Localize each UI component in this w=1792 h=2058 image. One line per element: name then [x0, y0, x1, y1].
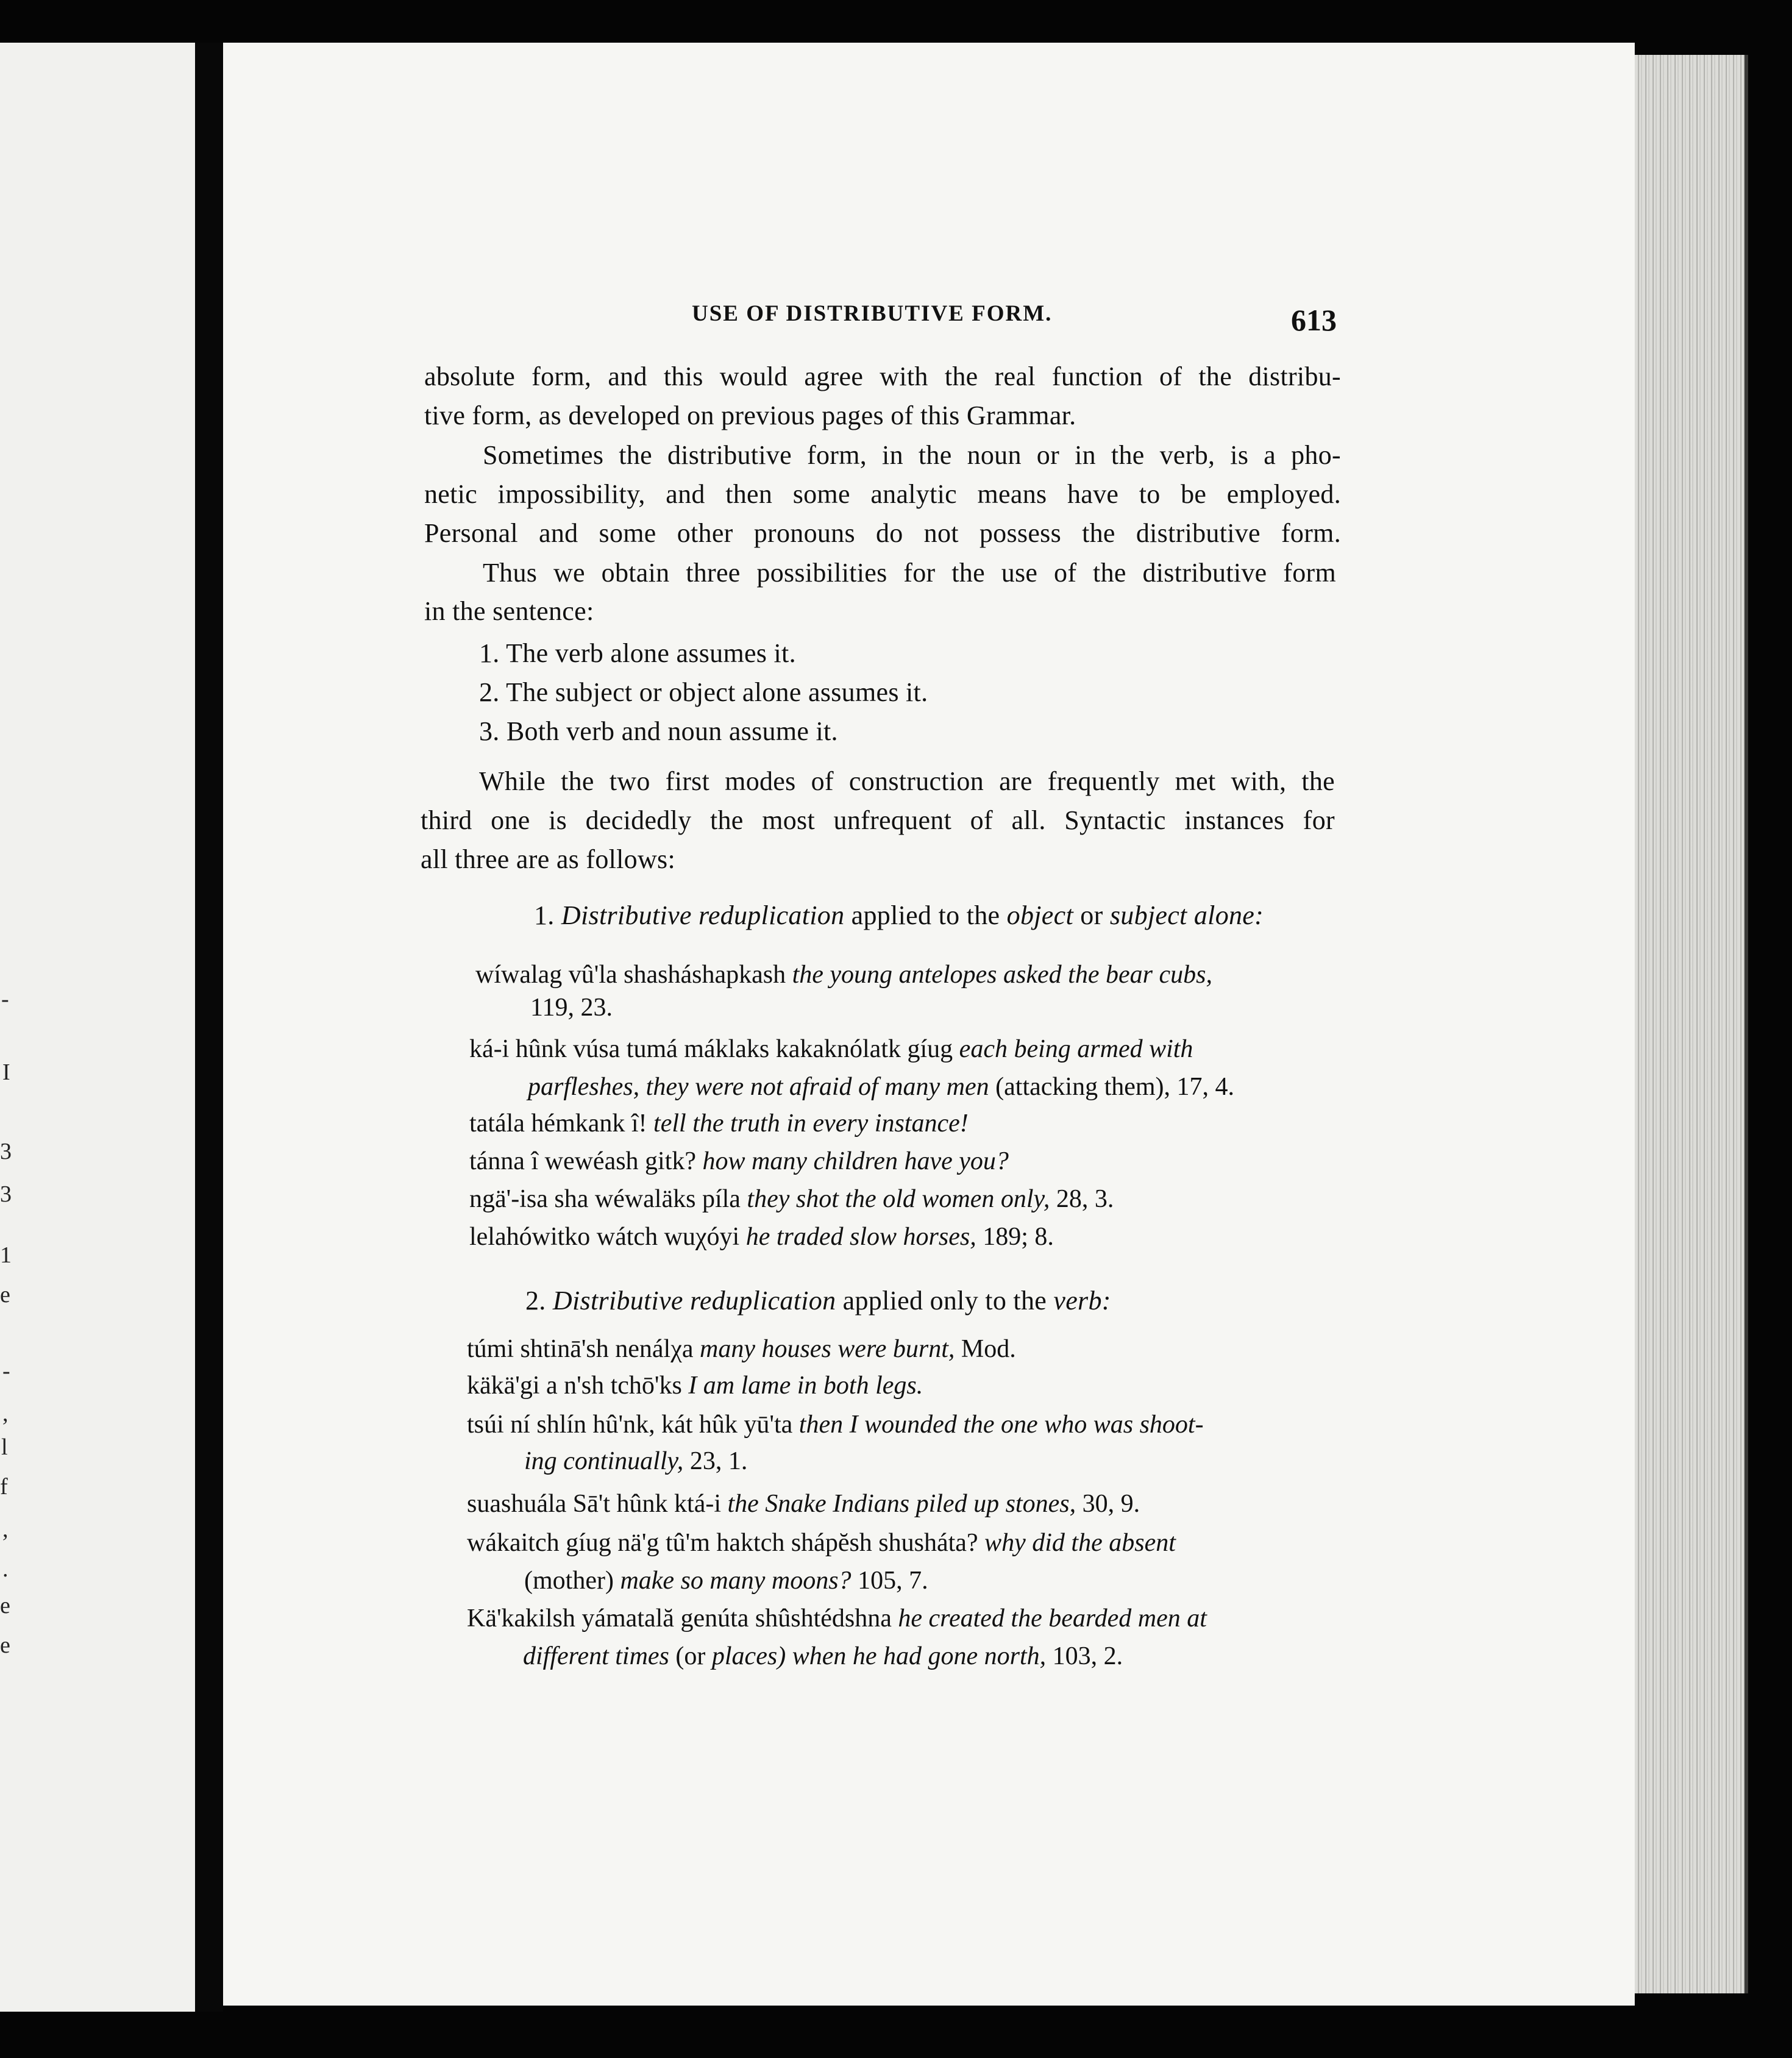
body-line: Personal and some other pronouns do not possess the distributive form. — [424, 518, 1341, 548]
klamath-text: tánna î wewéash gitk? — [469, 1147, 703, 1175]
reference: 28, 3. — [1050, 1185, 1114, 1213]
margin-glyph: f — [0, 1474, 8, 1500]
heading-term: verb: — [1053, 1286, 1111, 1316]
body-line: all three are as follows: — [421, 844, 676, 874]
section-heading — [525, 1287, 1111, 1314]
list-item: 3. Both verb and noun assume it. — [479, 716, 838, 746]
gloss-text: each being armed with — [959, 1035, 1193, 1063]
example-line — [469, 1186, 1114, 1212]
gloss-text: different times — [523, 1642, 669, 1670]
reference: 105, 7. — [851, 1567, 928, 1595]
example-line — [469, 1224, 1054, 1250]
body-line: tive form, as developed on previous pages of this Grammar. — [424, 401, 1076, 430]
klamath-text: lelahówitko wátch wuχóyi — [469, 1223, 746, 1251]
klamath-text: (mother) — [524, 1567, 620, 1595]
facing-page-edge — [0, 43, 195, 2012]
gloss-text: he created the bearded men at — [898, 1604, 1207, 1633]
example-line — [524, 1448, 747, 1474]
margin-glyph: e — [0, 1593, 10, 1618]
margin-glyph: 1 — [0, 1242, 12, 1268]
running-title: USE OF DISTRIBUTIVE FORM. — [692, 301, 1053, 326]
klamath-text: wíwalag vû'la shasháshapkash — [475, 961, 792, 989]
book-page — [223, 43, 1635, 2006]
body-line: absolute form, and this would agree with the real function of the distribu- — [424, 361, 1341, 391]
klamath-text: ká-i hûnk vúsa tumá máklaks kakaknólatk gíug — [469, 1035, 959, 1063]
reference: (attacking them), 17, 4. — [989, 1073, 1235, 1101]
klamath-text: tsúi ní shlín hû'nk, kát hûk yū'ta — [467, 1411, 799, 1439]
example-line — [475, 962, 1212, 988]
margin-glyph: e — [0, 1633, 10, 1658]
margin-glyph: , — [2, 1401, 9, 1426]
gloss-text: make so many moons? — [620, 1567, 852, 1595]
body-line: third one is decidedly the most unfrequent of all. Syntactic instances for — [421, 805, 1335, 835]
gloss-text: when he had gone north, — [786, 1642, 1047, 1670]
gloss-text: tell the truth in every instance! — [653, 1109, 969, 1138]
body-line: in the sentence: — [424, 596, 594, 626]
body-line: netic impossibility, and then some analytic means have to be employed. — [424, 479, 1341, 509]
example-line — [528, 1074, 1234, 1100]
gloss-text: why did the absent — [984, 1529, 1176, 1557]
klamath-text: wákaitch gíug nä'g tû'm haktch shápĕsh shusháta? — [467, 1529, 985, 1557]
reference: (or — [669, 1642, 712, 1670]
heading-text: applied to the — [844, 900, 1007, 930]
gloss-text: many houses were burnt, — [699, 1335, 955, 1363]
section-heading — [534, 902, 1264, 929]
example-line — [467, 1336, 1016, 1362]
gloss-text: he traded slow horses, — [745, 1223, 976, 1251]
book-gutter — [195, 43, 223, 2012]
margin-glyph: 3 — [0, 1181, 12, 1207]
margin-glyph: - — [2, 1358, 10, 1384]
gloss-text: they shot the old women only, — [747, 1185, 1050, 1213]
reference: Mod. — [955, 1335, 1016, 1363]
margin-glyph: e — [0, 1282, 10, 1308]
example-line — [467, 1491, 1140, 1517]
example-line — [467, 1530, 1176, 1556]
margin-glyph: , — [2, 1517, 9, 1542]
margin-glyph: - — [1, 986, 9, 1012]
section-number: 2. — [525, 1286, 546, 1316]
example-line — [469, 1036, 1193, 1062]
gloss-text: the Snake Indians piled up stones, — [727, 1490, 1076, 1518]
gloss-text: parfleshes, they were not afraid of many men — [528, 1073, 989, 1101]
heading-term: Distributive reduplication — [552, 1286, 836, 1316]
klamath-text: käkä'gi a n'sh tchō'ks — [467, 1372, 689, 1400]
reference: 189; 8. — [976, 1223, 1054, 1251]
example-line — [467, 1373, 923, 1398]
klamath-text: tatála hémkank î! — [469, 1109, 654, 1138]
page-number: 613 — [1291, 303, 1337, 337]
example-line — [469, 1148, 1009, 1174]
page-stack-edges — [1635, 55, 1744, 1993]
list-item: 1. The verb alone assumes it. — [479, 638, 796, 668]
heading-text: or — [1073, 900, 1110, 930]
gloss-text: then I wounded the one who was shoot- — [798, 1411, 1204, 1439]
page-stack-shadow — [1744, 55, 1748, 1993]
heading-term: Distributive reduplication — [561, 900, 845, 930]
margin-glyph: l — [1, 1434, 8, 1460]
gloss-text: how many children have you? — [702, 1147, 1009, 1175]
example-line — [467, 1606, 1207, 1631]
gloss-text: the young antelopes asked the bear cubs, — [792, 961, 1212, 989]
example-line — [467, 1412, 1204, 1437]
body-line: Thus we obtain three possibilities for the use of the distributive form — [483, 558, 1336, 588]
gloss-text: places) — [711, 1642, 786, 1670]
gloss-text: ing continually, — [524, 1447, 684, 1475]
margin-glyph: I — [2, 1059, 10, 1085]
reference: 103, 2. — [1046, 1642, 1123, 1670]
margin-glyph: . — [2, 1556, 9, 1582]
body-line: While the two first modes of construction are frequently met with, the — [479, 766, 1335, 796]
klamath-text: suashuála Sā't hûnk ktá-i — [467, 1490, 728, 1518]
heading-term: subject alone: — [1109, 900, 1264, 930]
gloss-text: I am lame in both legs. — [688, 1372, 923, 1400]
reference: 23, 1. — [683, 1447, 748, 1475]
klamath-text: ngä'-isa sha wéwaläks píla — [469, 1185, 747, 1213]
body-line: Sometimes the distributive form, in the noun or in the verb, is a pho- — [483, 440, 1341, 470]
reference: 119, 23. — [530, 994, 613, 1022]
heading-term: object — [1006, 900, 1073, 930]
section-number: 1. — [534, 900, 555, 930]
example-line — [530, 995, 613, 1020]
example-line — [524, 1568, 928, 1593]
klamath-text: túmi shtinā'sh nenálχa — [467, 1335, 700, 1363]
margin-glyph: 3 — [0, 1139, 12, 1164]
example-line — [469, 1111, 969, 1136]
reference: 30, 9. — [1076, 1490, 1140, 1518]
list-item: 2. The subject or object alone assumes it. — [479, 677, 928, 707]
heading-text: applied only to the — [836, 1286, 1054, 1316]
klamath-text: Kä'kakilsh yámatală genúta shûshtédshna — [467, 1604, 898, 1633]
example-line — [523, 1643, 1123, 1669]
